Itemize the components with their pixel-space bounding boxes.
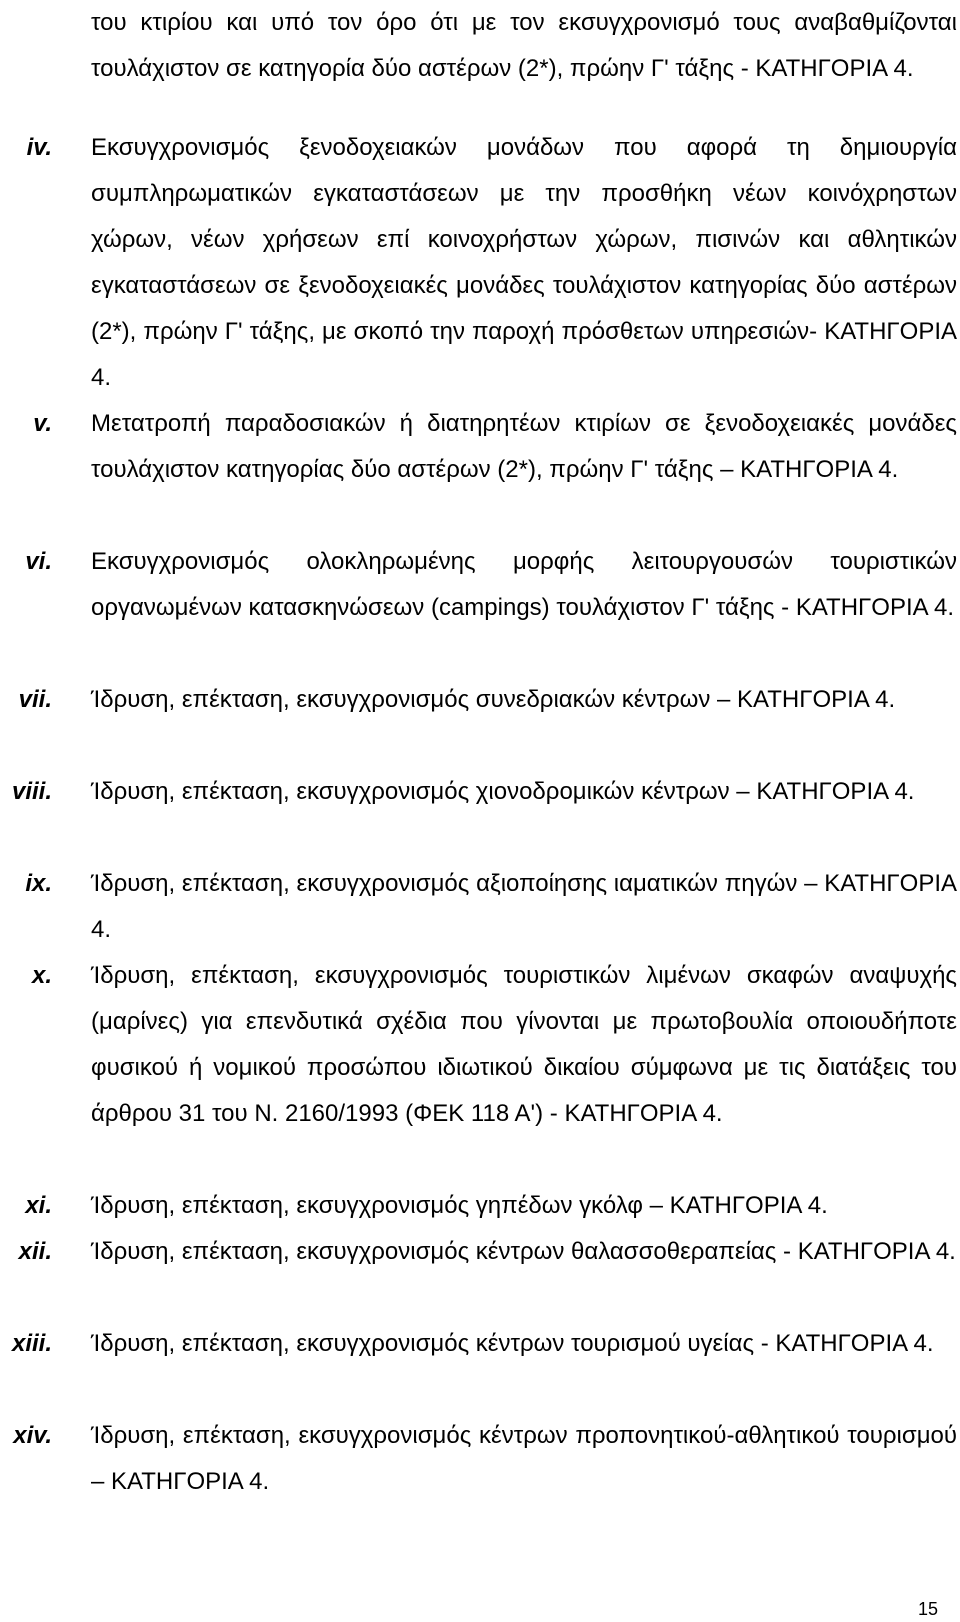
item-text: Ίδρυση, επέκταση, εκσυγχρονισμός χιονοδρομικών κέντρων – ΚΑΤΗΓΟΡΙΑ 4. bbox=[91, 778, 915, 805]
item-text: Μετατροπή παραδοσιακών ή διατηρητέων κτιρίων σε ξενοδοχειακές μονάδες τουλάχιστον κατηγορίας δύο αστέρων (2*), πρώην Γ' τάξης – ΚΑΤΗΓΟΡΙΑ 4. bbox=[91, 410, 957, 483]
item-text: Εκσυγχρονισμός ολοκληρωμένης μορφής λειτουργουσών τουριστικών οργανωμένων κατασκηνώσεων (campings) τουλάχιστον Γ' τάξης - ΚΑΤΗΓΟΡΙΑ 4. bbox=[91, 548, 957, 621]
item-text: Ίδρυση, επέκταση, εκσυγχρονισμός αξιοποίησης ιαματικών πηγών – ΚΑΤΗΓΟΡΙΑ 4. bbox=[91, 870, 957, 943]
page-number: 15 bbox=[917, 1599, 938, 1619]
item-number: vii. bbox=[18, 686, 52, 713]
item-text: Ίδρυση, επέκταση, εκσυγχρονισμός κέντρων προπονητικού-αθλητικού τουρισμού – ΚΑΤΗΓΟΡΙΑ 4. bbox=[91, 1422, 957, 1495]
item-number: xiii. bbox=[11, 1330, 52, 1357]
item-text: Εκσυγχρονισμός ξενοδοχειακών μονάδων που αφορά τη δημιουργία συμπληρωματικών εγκαταστάσεων με την προσθήκη νέων κοινόχρηστων χώρων, νέων χρήσεων επί κοινοχρήστων χώρων, πισινών και αθλητικών εγκαταστάσεων σε ξενοδοχειακές μονάδες τουλάχιστον κατηγορίας δύο αστέρων (2*), πρώην Γ' τάξης, με σκοπό την παροχή πρόσθετων υπηρεσιών- ΚΑΤΗΓΟΡΙΑ 4. bbox=[91, 134, 957, 391]
item-text: Ίδρυση, επέκταση, εκσυγχρονισμός κέντρων θαλασσοθεραπείας - ΚΑΤΗΓΟΡΙΑ 4. bbox=[91, 1238, 956, 1265]
item-number: xii. bbox=[18, 1238, 52, 1265]
item-number: ix. bbox=[25, 870, 52, 897]
item-number: iv. bbox=[26, 134, 52, 161]
item-number: xiv. bbox=[13, 1422, 52, 1449]
item-number: xi. bbox=[25, 1192, 52, 1219]
continuation-paragraph: του κτιρίου και υπό τον όρο ότι με τον εκσυγχρονισμό τους αναβαθμίζονται τουλάχιστον σε κατηγορία δύο αστέρων (2*), πρώην Γ' τάξης - ΚΑΤΗΓΟΡΙΑ 4. bbox=[91, 9, 957, 82]
item-text: Ίδρυση, επέκταση, εκσυγχρονισμός κέντρων τουρισμού υγείας - ΚΑΤΗΓΟΡΙΑ 4. bbox=[91, 1330, 934, 1357]
item-number: v. bbox=[33, 410, 52, 437]
item-text: Ίδρυση, επέκταση, εκσυγχρονισμός τουριστικών λιμένων σκαφών αναψυχής (μαρίνες) για επενδυτικά σχέδια που γίνονται με πρωτοβουλία οποιουδήποτε φυσικού ή νομικού προσώπου ιδιωτικού δικαίου σύμφωνα με τις διατάξεις του άρθρου 31 του Ν. 2160/1993 (ΦΕΚ 118 Α') - ΚΑΤΗΓΟΡΙΑ 4. bbox=[91, 962, 957, 1127]
item-text: Ίδρυση, επέκταση, εκσυγχρονισμός γηπέδων γκόλφ – ΚΑΤΗΓΟΡΙΑ 4. bbox=[91, 1192, 828, 1219]
item-number: viii. bbox=[11, 778, 52, 805]
item-number: vi. bbox=[25, 548, 52, 575]
item-number: x. bbox=[31, 962, 52, 989]
item-text: Ίδρυση, επέκταση, εκσυγχρονισμός συνεδριακών κέντρων – ΚΑΤΗΓΟΡΙΑ 4. bbox=[91, 686, 896, 713]
